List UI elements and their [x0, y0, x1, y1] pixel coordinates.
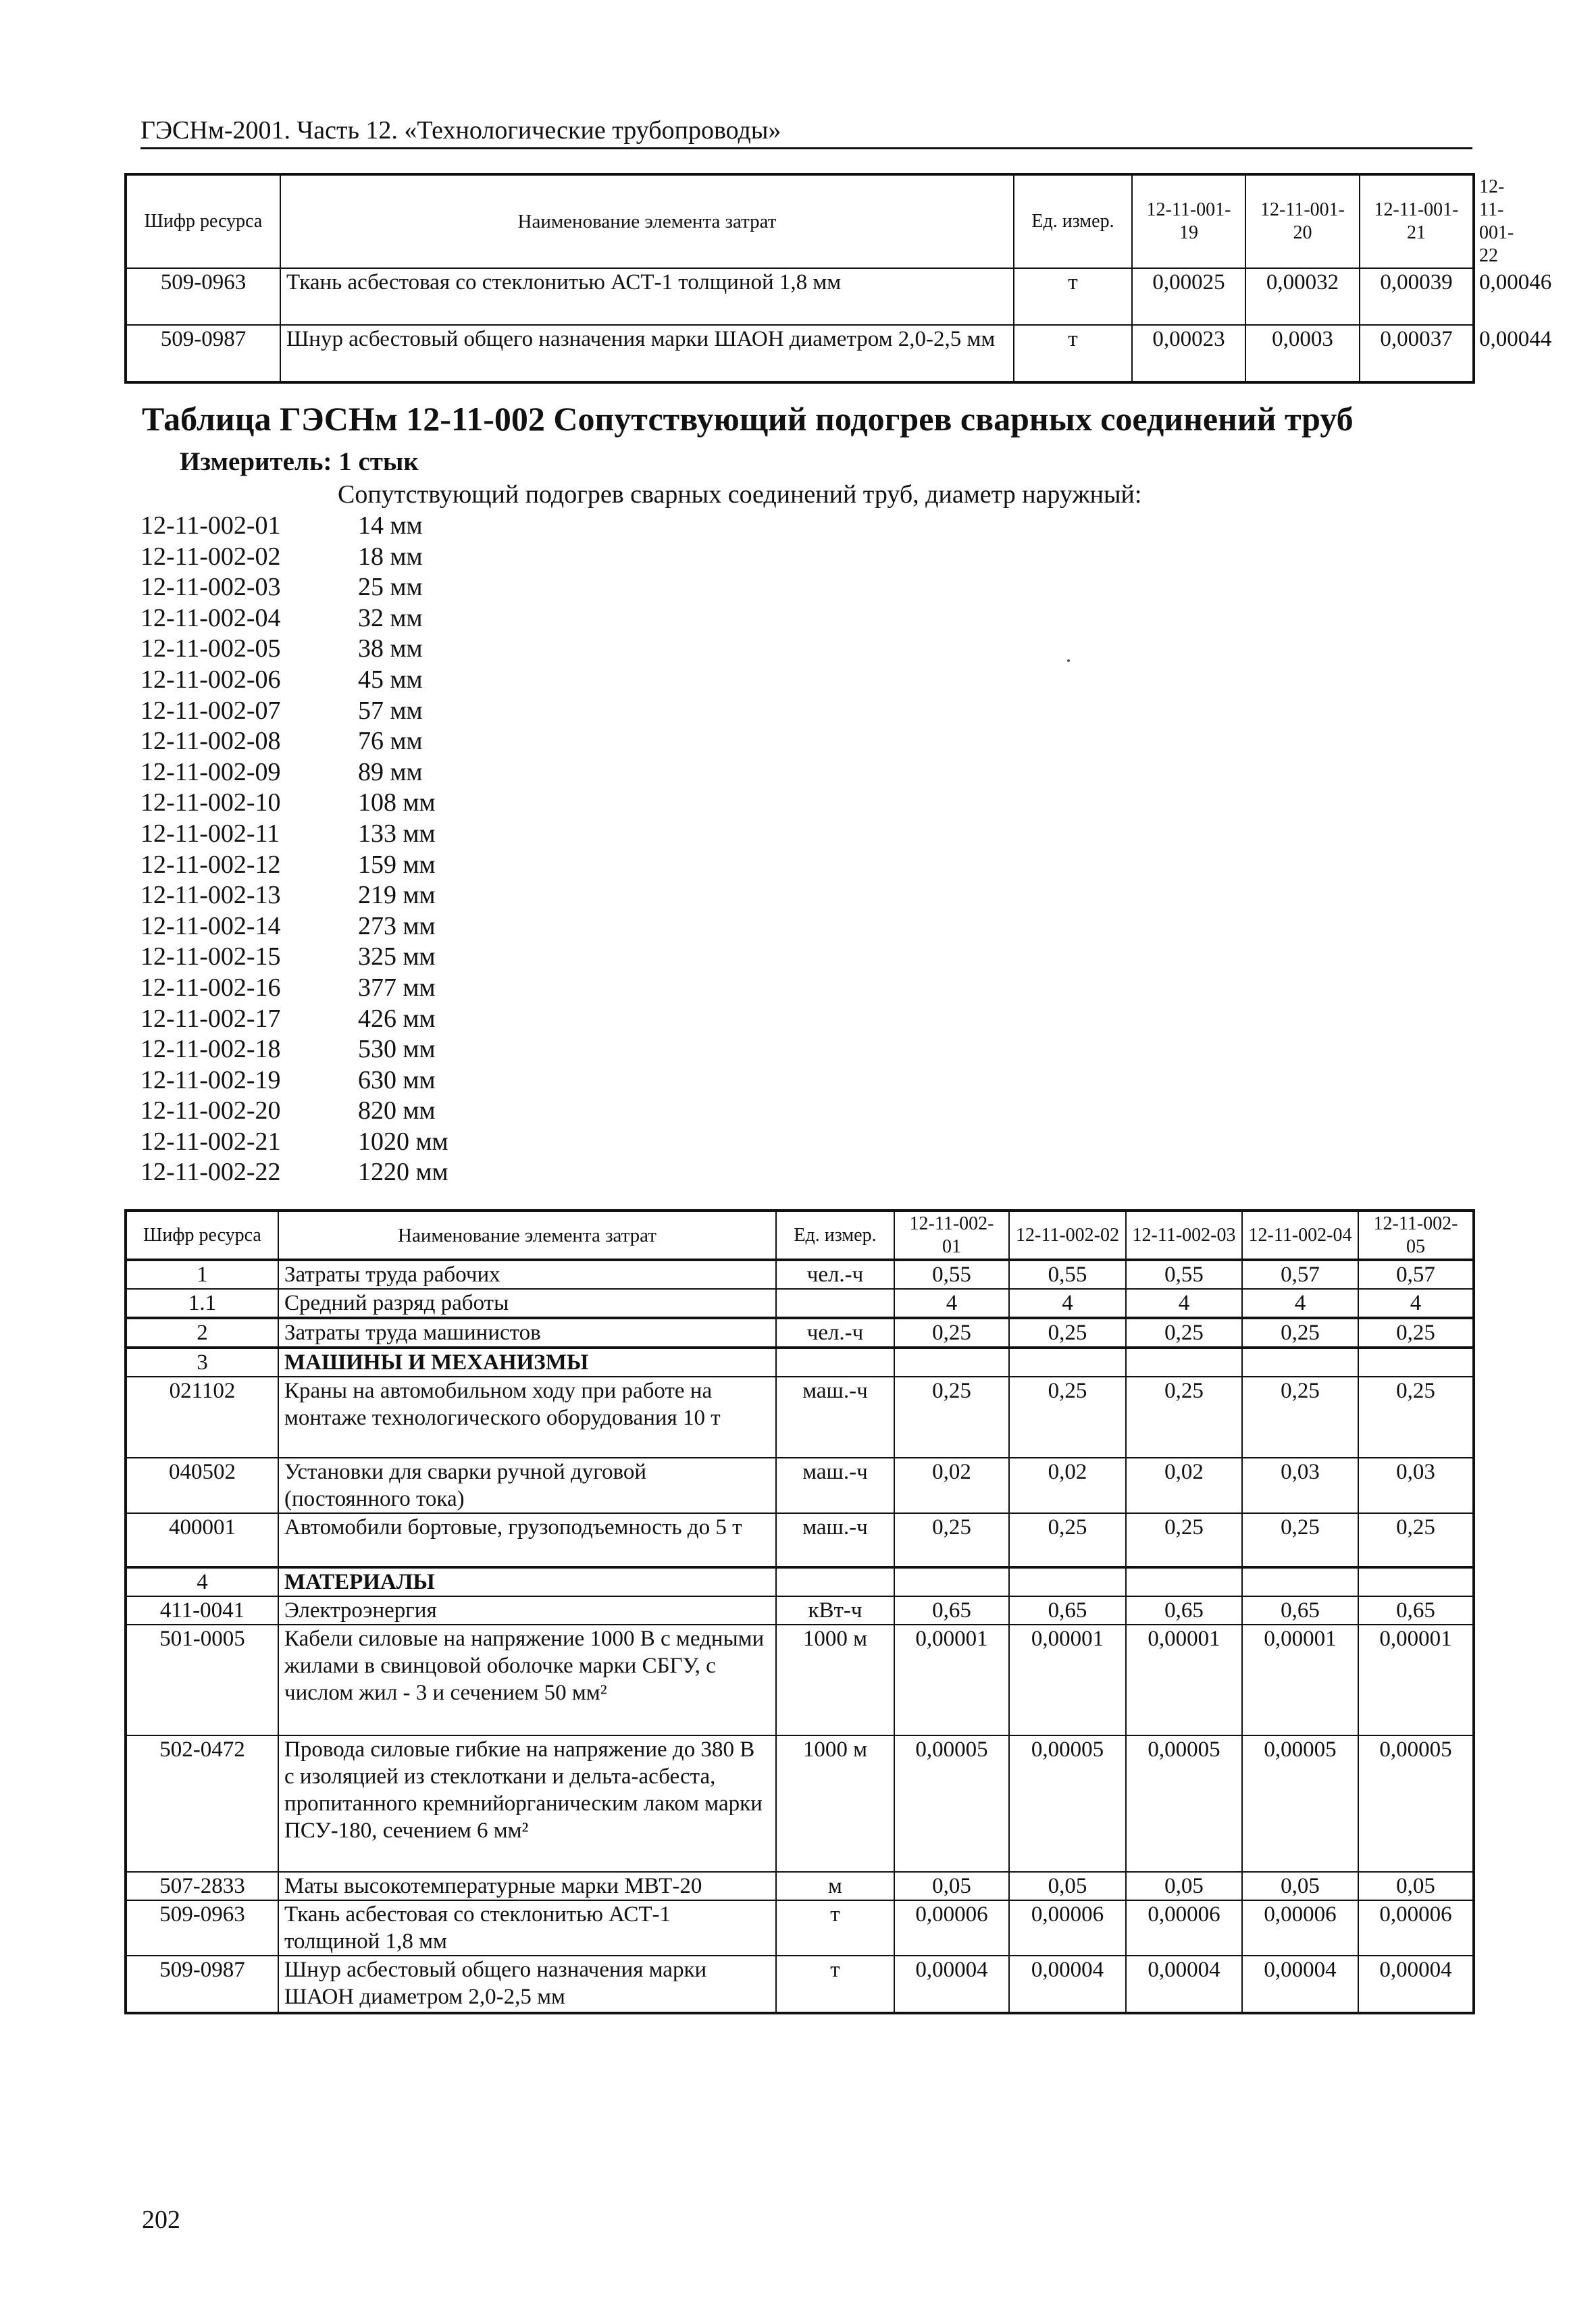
table-row [126, 1289, 1473, 1318]
item-diameter: 377 мм [358, 973, 436, 1002]
resource-name: Маты высокотемпературные марки МВТ-20 [278, 1872, 776, 1900]
value-cell: 4 [1126, 1289, 1242, 1318]
item-code: 12-11-002-07 [140, 696, 281, 725]
item-code: 12-11-002-04 [140, 603, 281, 632]
top-table [126, 174, 1552, 382]
value-cell [1126, 1348, 1242, 1377]
resource-code: 509-0963 [126, 1900, 278, 1956]
resource-name: Ткань асбестовая со стеклонитью АСТ-1 толщиной 1,8 мм [278, 1900, 776, 1956]
item-diameter: 18 мм [358, 542, 423, 571]
column-header: 12-11-002-03 [1126, 1211, 1242, 1260]
value-cell: 0,25 [1009, 1318, 1126, 1348]
value-cell: 0,00005 [1358, 1735, 1473, 1872]
resource-code: 509-0987 [126, 1956, 278, 2012]
item-code: 12-11-002-14 [140, 911, 281, 940]
value-cell: 4 [1009, 1289, 1126, 1318]
item-code: 12-11-002-21 [140, 1127, 281, 1156]
unit: т [776, 1956, 894, 2012]
value-cell: 0,00004 [1009, 1956, 1126, 2012]
value-cell: 0,00037 [1360, 325, 1473, 382]
item-diameter: 325 мм [358, 942, 436, 971]
value-cell: 0,00005 [894, 1735, 1009, 1872]
value-cell [1126, 1567, 1242, 1596]
value-cell: 0,05 [894, 1872, 1009, 1900]
column-header: 12-11-001-19 [1132, 175, 1245, 268]
list-item [140, 1065, 448, 1096]
value-cell: 4 [894, 1289, 1009, 1318]
value-cell: 0,25 [1242, 1318, 1358, 1348]
item-code: 12-11-002-11 [140, 819, 280, 848]
value-cell: 0,00006 [1358, 1900, 1473, 1956]
item-code: 12-11-002-10 [140, 788, 281, 817]
value-cell: 0,25 [894, 1318, 1009, 1348]
value-cell: 0,00001 [1358, 1625, 1473, 1735]
value-cell [1009, 1567, 1126, 1596]
item-list [140, 511, 448, 1188]
unit: т [1014, 325, 1132, 382]
resource-table-head [126, 1211, 1473, 1260]
resource-name: Краны на автомобильном ходу при работе на монтаже технологического оборудования 10 т [278, 1377, 776, 1458]
item-diameter: 1020 мм [358, 1127, 448, 1156]
list-item [140, 572, 448, 603]
value-cell [894, 1567, 1009, 1596]
list-item [140, 911, 448, 942]
value-cell [1242, 1348, 1358, 1377]
item-diameter: 76 мм [358, 727, 423, 756]
value-cell: 0,0003 [1245, 325, 1360, 382]
item-diameter: 38 мм [358, 634, 423, 663]
meter-description: Сопутствующий подогрев сварных соединений труб, диаметр наружный: [338, 480, 1142, 509]
item-code: 12-11-002-19 [140, 1065, 281, 1094]
item-diameter: 133 мм [358, 819, 436, 848]
table-row [126, 1956, 1473, 2012]
value-cell: 0,25 [1009, 1513, 1126, 1567]
resource-table-body [126, 1260, 1473, 2012]
resource-code: 2 [126, 1318, 278, 1348]
value-cell: 0,05 [1358, 1872, 1473, 1900]
resource-name: Провода силовые гибкие на напряжение до 380 В с изоляцией из стеклоткани и дельта-асбеста, пропитанного кремнийорганическим лаком марки ПСУ-180, сечением 6 мм² [278, 1735, 776, 1872]
meter: Измеритель: 1 стык [180, 447, 419, 476]
value-cell: 0,55 [1009, 1260, 1126, 1289]
unit: т [776, 1900, 894, 1956]
value-cell: 0,00039 [1360, 268, 1473, 325]
resource-name: Ткань асбестовая со стеклонитью АСТ-1 толщиной 1,8 мм [280, 268, 1014, 325]
list-item [140, 634, 448, 665]
list-item [140, 942, 448, 973]
unit: 1000 м [776, 1735, 894, 1872]
item-code: 12-11-002-15 [140, 942, 281, 971]
value-cell: 0,25 [1358, 1318, 1473, 1348]
resource-code: 501-0005 [126, 1625, 278, 1735]
value-cell [1358, 1348, 1473, 1377]
page-number: 202 [142, 2206, 180, 2234]
value-cell: 0,05 [1126, 1872, 1242, 1900]
value-cell: 0,00005 [1009, 1735, 1126, 1872]
value-cell: 0,65 [1126, 1596, 1242, 1625]
table-row [126, 1377, 1473, 1458]
list-item [140, 603, 448, 634]
item-diameter: 426 мм [358, 1004, 436, 1033]
value-cell: 0,00023 [1132, 325, 1245, 382]
item-diameter: 820 мм [358, 1096, 436, 1125]
resource-name: Затраты труда рабочих [278, 1260, 776, 1289]
item-diameter: 108 мм [358, 788, 436, 817]
table-row [126, 1596, 1473, 1625]
value-cell: 0,00004 [894, 1956, 1009, 2012]
value-cell: 0,00004 [1358, 1956, 1473, 2012]
value-cell: 0,55 [894, 1260, 1009, 1289]
list-item [140, 726, 448, 757]
value-cell: 0,00001 [1009, 1625, 1126, 1735]
value-cell: 0,00006 [1242, 1900, 1358, 1956]
resource-name: МАШИНЫ И МЕХАНИЗМЫ [278, 1348, 776, 1377]
item-code: 12-11-002-03 [140, 573, 281, 602]
page-header: ГЭСНм-2001. Часть 12. «Технологические трубопроводы» [140, 113, 1472, 149]
list-item [140, 788, 448, 819]
value-cell [1358, 1567, 1473, 1596]
value-cell: 0,00006 [1009, 1900, 1126, 1956]
value-cell: 0,25 [894, 1513, 1009, 1567]
list-item [140, 880, 448, 911]
item-diameter: 1220 мм [358, 1158, 448, 1187]
column-header: 12-11-002-04 [1242, 1211, 1358, 1260]
value-cell: 0,00006 [1126, 1900, 1242, 1956]
value-cell: 0,25 [1358, 1513, 1473, 1567]
value-cell: 0,00001 [894, 1625, 1009, 1735]
item-diameter: 530 мм [358, 1035, 436, 1064]
value-cell: 0,05 [1242, 1872, 1358, 1900]
resource-name: Электроэнергия [278, 1596, 776, 1625]
value-cell: 0,00005 [1242, 1735, 1358, 1872]
resource-name: Затраты труда машинистов [278, 1318, 776, 1348]
value-cell: 0,65 [1242, 1596, 1358, 1625]
value-cell: 4 [1242, 1289, 1358, 1318]
column-header: Шифр ресурса [126, 1211, 278, 1260]
value-cell: 0,00006 [894, 1900, 1009, 1956]
list-item [140, 1127, 448, 1158]
item-code: 12-11-002-06 [140, 665, 281, 694]
list-item [140, 850, 448, 881]
table-row [126, 1458, 1473, 1513]
item-diameter: 14 мм [358, 511, 423, 540]
resource-code: 502-0472 [126, 1735, 278, 1872]
unit: м [776, 1872, 894, 1900]
unit: маш.-ч [776, 1458, 894, 1513]
table-row [126, 1513, 1473, 1567]
value-cell: 0,25 [1242, 1513, 1358, 1567]
value-cell: 0,00001 [1242, 1625, 1358, 1735]
value-cell: 0,00025 [1132, 268, 1245, 325]
value-cell: 0,02 [894, 1458, 1009, 1513]
item-diameter: 630 мм [358, 1065, 436, 1094]
value-cell: 0,02 [1126, 1458, 1242, 1513]
list-item [140, 696, 448, 727]
item-code: 12-11-002-02 [140, 542, 281, 571]
value-cell: 4 [1358, 1289, 1473, 1318]
value-cell: 0,25 [1242, 1377, 1358, 1458]
list-item [140, 973, 448, 1004]
resource-code: 040502 [126, 1458, 278, 1513]
item-diameter: 89 мм [358, 757, 423, 786]
resource-code: 509-0987 [126, 325, 280, 382]
unit: т [1014, 268, 1132, 325]
resource-name: Шнур асбестовый общего назначения марки ШАОН диаметром 2,0-2,5 мм [280, 325, 1014, 382]
resource-code: 1 [126, 1260, 278, 1289]
unit: маш.-ч [776, 1377, 894, 1458]
resource-code: 507-2833 [126, 1872, 278, 1900]
item-code: 12-11-002-22 [140, 1158, 281, 1187]
item-code: 12-11-002-05 [140, 634, 281, 663]
column-header: 12-11-001-21 [1360, 175, 1473, 268]
top-table-body [126, 268, 1552, 382]
table-row [126, 1567, 1473, 1596]
item-code: 12-11-002-13 [140, 881, 281, 910]
table-row [126, 1872, 1473, 1900]
item-code: 12-11-002-16 [140, 973, 281, 1002]
table-row: 509-0987 Шнур асбестовый общего назначения марки ШАОН диаметром 2,0-2,5 мм т 0,00023 0,0003 0,00037 0,00044 [126, 325, 1473, 382]
unit [776, 1567, 894, 1596]
list-item [140, 511, 448, 542]
column-header: Шифр ресурса [126, 175, 280, 268]
value-cell: 0,00032 [1245, 268, 1360, 325]
item-diameter: 57 мм [358, 696, 423, 725]
unit: чел.-ч [776, 1260, 894, 1289]
list-item [140, 1034, 448, 1065]
item-diameter: 159 мм [358, 850, 436, 879]
list-item [140, 542, 448, 573]
value-cell: 0,57 [1358, 1260, 1473, 1289]
resource-name: Автомобили бортовые, грузоподъемность до 5 т [278, 1513, 776, 1567]
value-cell: 0,65 [1009, 1596, 1126, 1625]
value-cell [1242, 1567, 1358, 1596]
value-cell: 0,00005 [1126, 1735, 1242, 1872]
value-cell: 0,25 [1009, 1377, 1126, 1458]
unit: кВт-ч [776, 1596, 894, 1625]
scan-dot [1067, 659, 1070, 662]
resource-code: 509-0963 [126, 268, 280, 325]
value-cell: 0,55 [1126, 1260, 1242, 1289]
value-cell: 0,03 [1358, 1458, 1473, 1513]
item-code: 12-11-002-18 [140, 1035, 281, 1064]
item-code: 12-11-002-17 [140, 1004, 281, 1033]
column-header: 12-11-002-05 [1358, 1211, 1473, 1260]
unit: маш.-ч [776, 1513, 894, 1567]
value-cell: 0,25 [1126, 1513, 1242, 1567]
table-row [126, 1900, 1473, 1956]
value-cell: 0,05 [1009, 1872, 1126, 1900]
table-title: Таблица ГЭСНм 12-11-002 Сопутствующий подогрев сварных соединений труб [142, 400, 1354, 438]
value-cell: 0,25 [1358, 1377, 1473, 1458]
value-cell [894, 1348, 1009, 1377]
resource-name: Средний разряд работы [278, 1289, 776, 1318]
resource-table [126, 1211, 1474, 2013]
column-header: Ед. измер. [1014, 175, 1132, 268]
table-row: 509-0963 Ткань асбестовая со стеклонитью АСТ-1 толщиной 1,8 мм т 0,00025 0,00032 0,00039 0,00046 [126, 268, 1473, 325]
value-cell: 0,00004 [1242, 1956, 1358, 2012]
column-header: Ед. измер. [776, 1211, 894, 1260]
resource-code: 4 [126, 1567, 278, 1596]
item-code: 12-11-002-20 [140, 1096, 281, 1125]
value-cell: 0,65 [1358, 1596, 1473, 1625]
top-table-head: Шифр ресурса Наименование элемента затрат Ед. измер. 12-11-001-19 12-11-001-20 12-11-001-21 12-11-001-22 [126, 175, 1473, 268]
table-row [126, 1348, 1473, 1377]
resource-code: 400001 [126, 1513, 278, 1567]
resource-name: Кабели силовые на напряжение 1000 В с медными жилами в свинцовой оболочке марки СБГУ, с числом жил - 3 и сечением 50 мм² [278, 1625, 776, 1735]
item-diameter: 25 мм [358, 573, 423, 602]
column-header: 12-11-002-02 [1009, 1211, 1126, 1260]
list-item [140, 1157, 448, 1188]
unit: чел.-ч [776, 1318, 894, 1348]
item-diameter: 45 мм [358, 665, 423, 694]
list-item [140, 665, 448, 696]
value-cell: 0,57 [1242, 1260, 1358, 1289]
list-item [140, 819, 448, 850]
resource-code: 3 [126, 1348, 278, 1377]
resource-name: Шнур асбестовый общего назначения марки ШАОН диаметром 2,0-2,5 мм [278, 1956, 776, 2012]
resource-code: 411-0041 [126, 1596, 278, 1625]
resource-code: 1.1 [126, 1289, 278, 1318]
table-row [126, 1260, 1473, 1289]
list-item [140, 1004, 448, 1035]
value-cell: 0,25 [1126, 1377, 1242, 1458]
value-cell: 0,03 [1242, 1458, 1358, 1513]
item-code: 12-11-002-09 [140, 757, 281, 786]
column-header: 12-11-002-01 [894, 1211, 1009, 1260]
value-cell: 0,65 [894, 1596, 1009, 1625]
value-cell [1009, 1348, 1126, 1377]
column-header: Наименование элемента затрат [278, 1211, 776, 1260]
item-code: 12-11-002-12 [140, 850, 281, 879]
item-code: 12-11-002-08 [140, 727, 281, 756]
value-cell: 0,25 [1126, 1318, 1242, 1348]
value-cell: 0,00004 [1126, 1956, 1242, 2012]
table-row [126, 1318, 1473, 1348]
value-cell: 0,00001 [1126, 1625, 1242, 1735]
unit [776, 1289, 894, 1318]
column-header: Наименование элемента затрат [280, 175, 1014, 268]
table-row [126, 1735, 1473, 1872]
list-item [140, 757, 448, 788]
list-item [140, 1096, 448, 1127]
unit: 1000 м [776, 1625, 894, 1735]
table-row [126, 1625, 1473, 1735]
column-header: 12-11-001-20 [1245, 175, 1360, 268]
item-diameter: 219 мм [358, 881, 436, 910]
resource-name: Установки для сварки ручной дуговой (постоянного тока) [278, 1458, 776, 1513]
resource-code: 021102 [126, 1377, 278, 1458]
item-diameter: 32 мм [358, 603, 423, 632]
value-cell: 0,02 [1009, 1458, 1126, 1513]
resource-name: МАТЕРИАЛЫ [278, 1567, 776, 1596]
item-diameter: 273 мм [358, 911, 436, 940]
unit [776, 1348, 894, 1377]
item-code: 12-11-002-01 [140, 511, 281, 540]
value-cell: 0,25 [894, 1377, 1009, 1458]
